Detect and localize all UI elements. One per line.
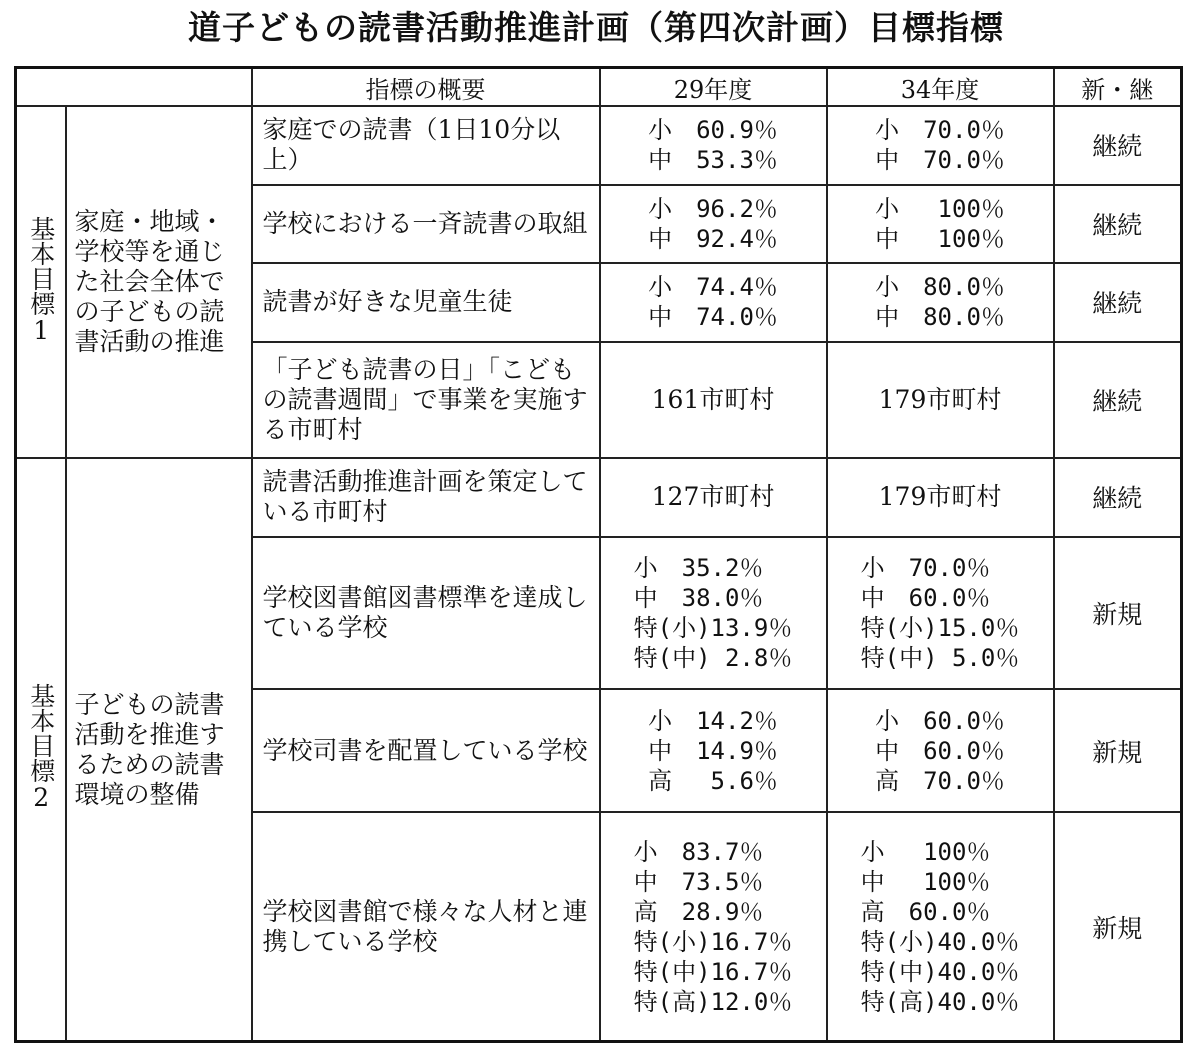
value-y34-text: 小 70.0％ 中 70.0％ (875, 116, 1005, 175)
goal-label-text: 基本目標1 (26, 215, 56, 345)
status-cell: 継続 (1054, 185, 1182, 263)
value-y34-text: 小 100％ 中 100％ 高 60.0％ 特(小)40.0％ 特(中)40.0％ 特(高)40.0％ (860, 837, 1020, 1016)
goal-label-text: 基本目標2 (26, 683, 56, 813)
status-cell: 継続 (1054, 342, 1182, 459)
indicator-summary: 「子ども読書の日」「こどもの読書週間」で事業を実施する市町村 (252, 342, 600, 459)
value-y34 (827, 458, 1054, 536)
value-y34-text: 小 80.0％ 中 80.0％ (875, 273, 1005, 332)
indicator-summary: 学校図書館図書標準を達成している学校 (252, 537, 600, 690)
goal-description: 子どもの読書活動を推進するための読書環境の整備 (66, 458, 252, 1041)
header-year34: 34年度 (827, 68, 1054, 107)
page-title: 道子どもの読書活動推進計画（第四次計画）目標指標 (188, 8, 1004, 47)
value-y29-text: 161市町村 (651, 384, 775, 414)
value-y29-text: 127市町村 (651, 482, 775, 512)
indicator-summary: 読書が好きな児童生徒 (252, 263, 600, 341)
status-cell: 継続 (1054, 263, 1182, 341)
value-y34-text: 179市町村 (878, 482, 1002, 512)
value-y29-text: 小 35.2％ 中 38.0％ 特(小)13.9％ 特(中) 2.8％ (633, 554, 793, 673)
value-y34-text: 小 100％ 中 100％ (875, 194, 1005, 253)
target-indicators-table (14, 66, 1183, 1043)
value-y29 (600, 689, 827, 812)
indicator-summary: 学校における一斉読書の取組 (252, 185, 600, 263)
indicator-summary: 学校司書を配置している学校 (252, 689, 600, 812)
header-year29: 29年度 (600, 68, 827, 107)
header-blank (16, 68, 252, 107)
value-y34 (827, 185, 1054, 263)
goal-label (16, 106, 66, 458)
value-y29 (600, 185, 827, 263)
value-y34-text: 小 70.0％ 中 60.0％ 特(小)15.0％ 特(中) 5.0％ (860, 554, 1020, 673)
status-cell: 新規 (1054, 812, 1182, 1041)
status-cell: 新規 (1054, 537, 1182, 690)
value-y29-text: 小 14.2％ 中 14.9％ 高 5.6％ (648, 706, 778, 795)
value-y34-text: 小 60.0％ 中 60.0％ 高 70.0％ (875, 706, 1005, 795)
value-y29-text: 小 83.7％ 中 73.5％ 高 28.9％ 特(小)16.7％ 特(中)16.7％ 特(高)12.0％ (633, 837, 793, 1016)
value-y34 (827, 342, 1054, 459)
value-y29-text: 小 74.4％ 中 74.0％ (648, 273, 778, 332)
value-y29 (600, 458, 827, 536)
table-row (16, 106, 1182, 184)
value-y29 (600, 537, 827, 690)
value-y34-text: 179市町村 (878, 384, 1002, 414)
value-y29 (600, 812, 827, 1041)
goal-label (16, 458, 66, 1041)
value-y34 (827, 689, 1054, 812)
goal-description: 家庭・地域・学校等を通じた社会全体での子どもの読書活動の推進 (66, 106, 252, 458)
table-row (16, 458, 1182, 536)
indicator-summary: 読書活動推進計画を策定している市町村 (252, 458, 600, 536)
value-y34 (827, 537, 1054, 690)
status-cell: 継続 (1054, 106, 1182, 184)
header-row (16, 68, 1182, 107)
value-y34 (827, 106, 1054, 184)
value-y29-text: 小 96.2％ 中 92.4％ (648, 194, 778, 253)
value-y29 (600, 106, 827, 184)
status-cell: 新規 (1054, 689, 1182, 812)
value-y34 (827, 263, 1054, 341)
value-y34 (827, 812, 1054, 1041)
header-summary: 指標の概要 (252, 68, 600, 107)
value-y29 (600, 263, 827, 341)
status-cell: 継続 (1054, 458, 1182, 536)
header-new-cont: 新・継 (1054, 68, 1182, 107)
indicator-summary: 家庭での読書（1日10分以上） (252, 106, 600, 184)
value-y29-text: 小 60.9％ 中 53.3％ (648, 116, 778, 175)
value-y29 (600, 342, 827, 459)
indicator-summary: 学校図書館で様々な人材と連携している学校 (252, 812, 600, 1041)
